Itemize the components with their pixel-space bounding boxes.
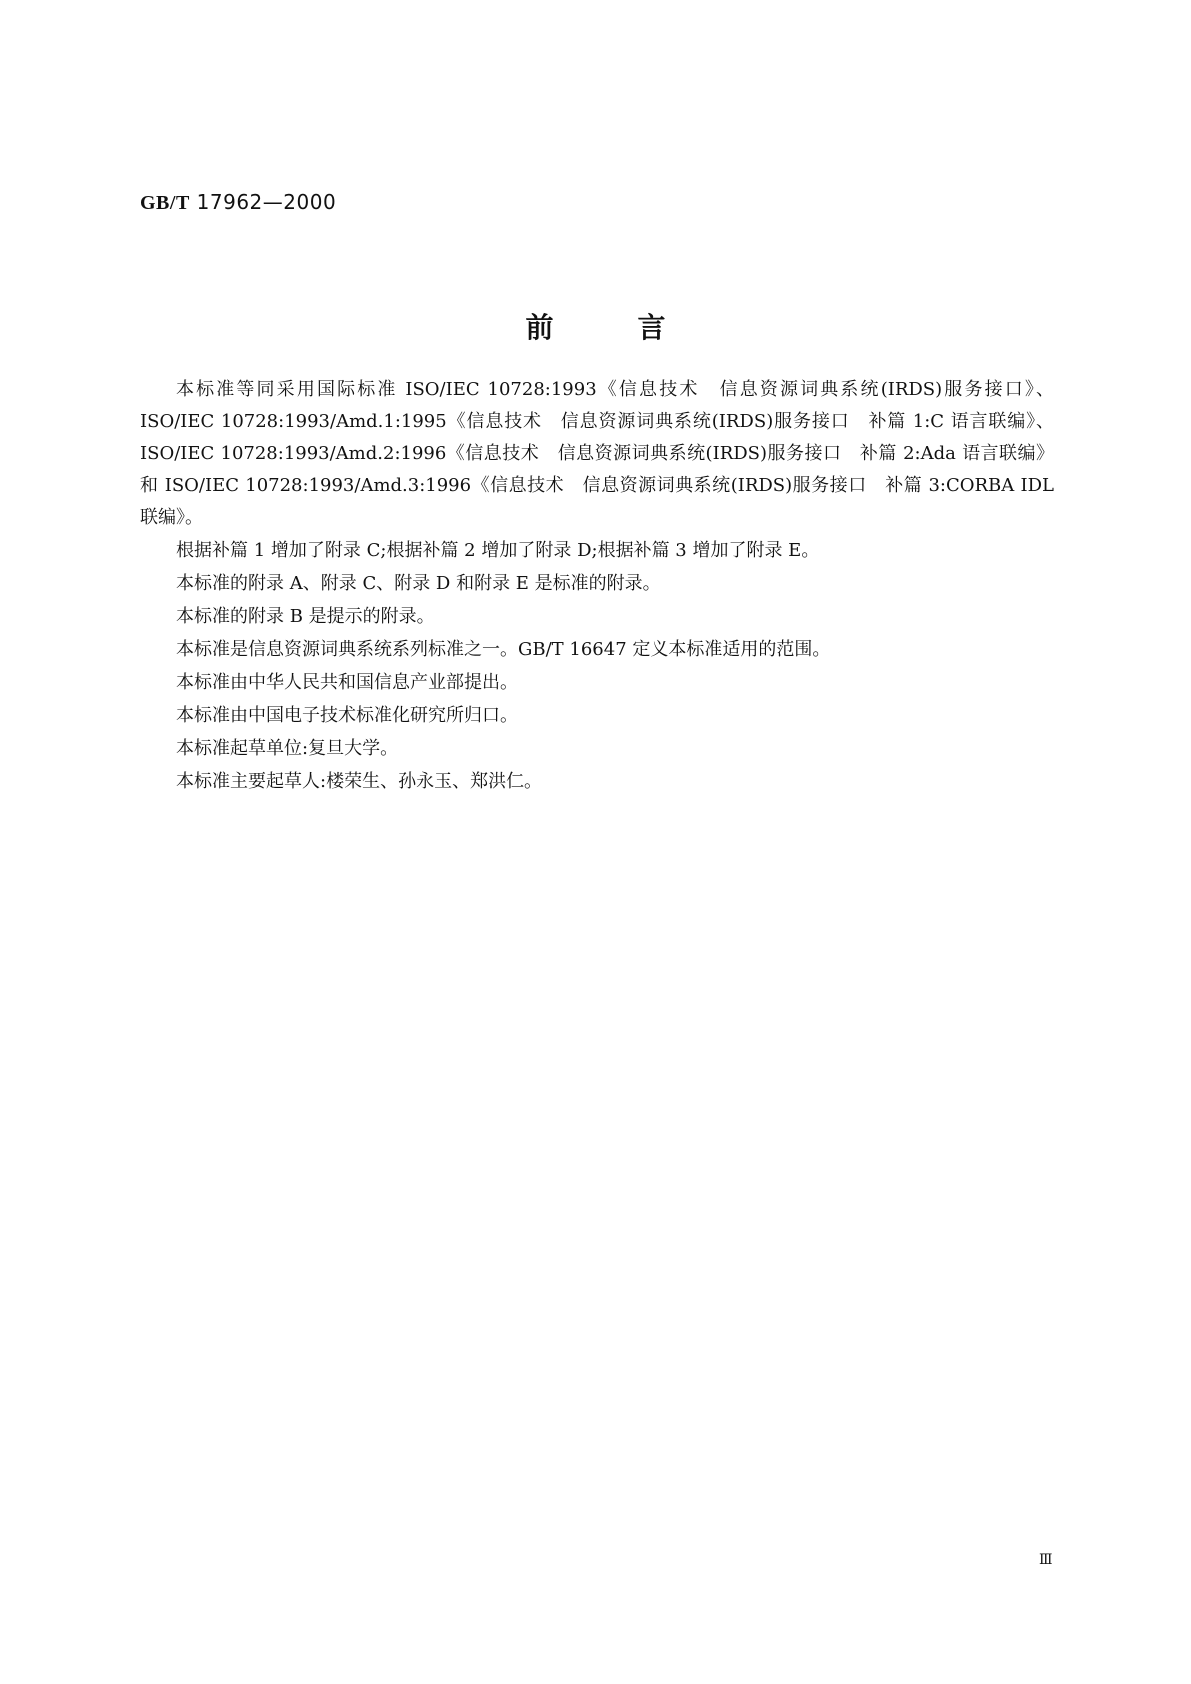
standard-number: 17962—2000 <box>196 190 337 214</box>
paragraph-informative-appendix: 本标准的附录 B 是提示的附录。 <box>176 606 435 627</box>
foreword-body <box>140 374 1054 799</box>
page-number: Ⅲ <box>1039 1553 1053 1568</box>
paragraph-drafters: 本标准主要起草人:楼荣生、孙永玉、郑洪仁。 <box>176 771 543 792</box>
paragraph-series: 本标准是信息资源词典系统系列标准之一。GB/T 16647 定义本标准适用的范围。 <box>176 639 831 660</box>
paragraph-managed-by: 本标准由中国电子技术标准化研究所归口。 <box>176 705 518 726</box>
paragraph-adoption: 本标准等同采用国际标准 ISO/IEC 10728:1993《信息技术 信息资源词典系统(IRDS)服务接口》、ISO/IEC 10728:1993/Amd.1:1995《信息技术 信息资源词典系统(IRDS)服务接口 补篇 1:C 语言联编》、ISO/IEC 10728:1993/Amd.2:1996《信息技术 信息资源词典系统(IRDS)服务接口 补篇 2:Ada 语言联编》和 ISO/IEC 10728:1993/Amd.3:1996《信息技术 信息资源词典系统(IRDS)服务接口 补篇 3:CORBA IDL 联编》。 <box>140 379 1054 528</box>
standard-code <box>140 190 336 215</box>
standard-prefix: GB/T <box>140 192 190 214</box>
paragraph-normative-appendices: 本标准的附录 A、附录 C、附录 D 和附录 E 是标准的附录。 <box>176 573 661 594</box>
paragraph-proposed-by: 本标准由中华人民共和国信息产业部提出。 <box>176 672 518 693</box>
paragraph-drafting-unit: 本标准起草单位:复旦大学。 <box>176 738 399 759</box>
paragraph-appendix-additions: 根据补篇 1 增加了附录 C;根据补篇 2 增加了附录 D;根据补篇 3 增加了附录 E。 <box>176 540 820 561</box>
page-title: 前言 <box>525 311 750 344</box>
